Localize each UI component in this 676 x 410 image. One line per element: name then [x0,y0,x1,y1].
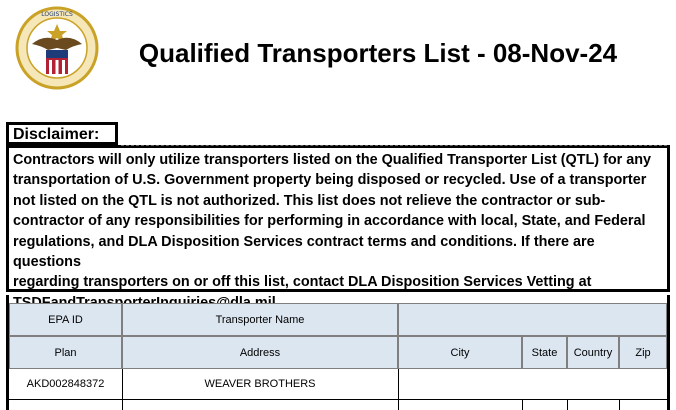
col-header-epa-id: EPA ID [9,303,122,336]
page-title: Qualified Transporters List - 08-Nov-24 [138,38,618,68]
grid-line [398,369,399,410]
col-header-blank [398,303,667,336]
col-header-city: City [398,336,522,369]
disclaimer-line: Contractors will only utilize transporters listed on the Qualified Transporter List (QTL) for any [13,152,652,168]
table-cell-transporter-name: WEAVER BROTHERS [122,369,398,399]
dashed-divider [121,145,667,146]
transporter-table [6,295,670,410]
grid-line [567,399,568,410]
grid-line [522,399,523,410]
col-header-plan: Plan [9,336,122,369]
grid-line [9,399,667,400]
disclaimer-line: regarding transporters on or off this list, contact DLA Disposition Services Vetting at [13,274,592,291]
disclaimer-line: contractor of any responsibilities for performing in accordance with local, State, and Federal [13,213,646,230]
col-header-country: Country [567,336,619,369]
disclaimer-line: not listed on the QTL is not authorized. This list does not relieve the contractor or sub- [13,192,606,209]
table-cell-epa-id: AKD002848372 [9,369,122,399]
svg-text:LOGISTICS: LOGISTICS [41,11,73,18]
grid-line [619,399,620,410]
col-header-zip: Zip [619,336,667,369]
col-header-state: State [522,336,567,369]
disclaimer-box [6,145,670,292]
col-header-transporter-name: Transporter Name [122,303,398,336]
disclaimer-line: regulations, and DLA Disposition Services contract terms and conditions. If there are questions [13,233,595,271]
disclaimer-label: Disclaimer: [6,122,118,145]
grid-line [122,369,123,410]
col-header-address: Address [122,336,398,369]
disclaimer-line: transportation of U.S. Government property being disposed or recycled. Use of a transporter [13,172,647,189]
